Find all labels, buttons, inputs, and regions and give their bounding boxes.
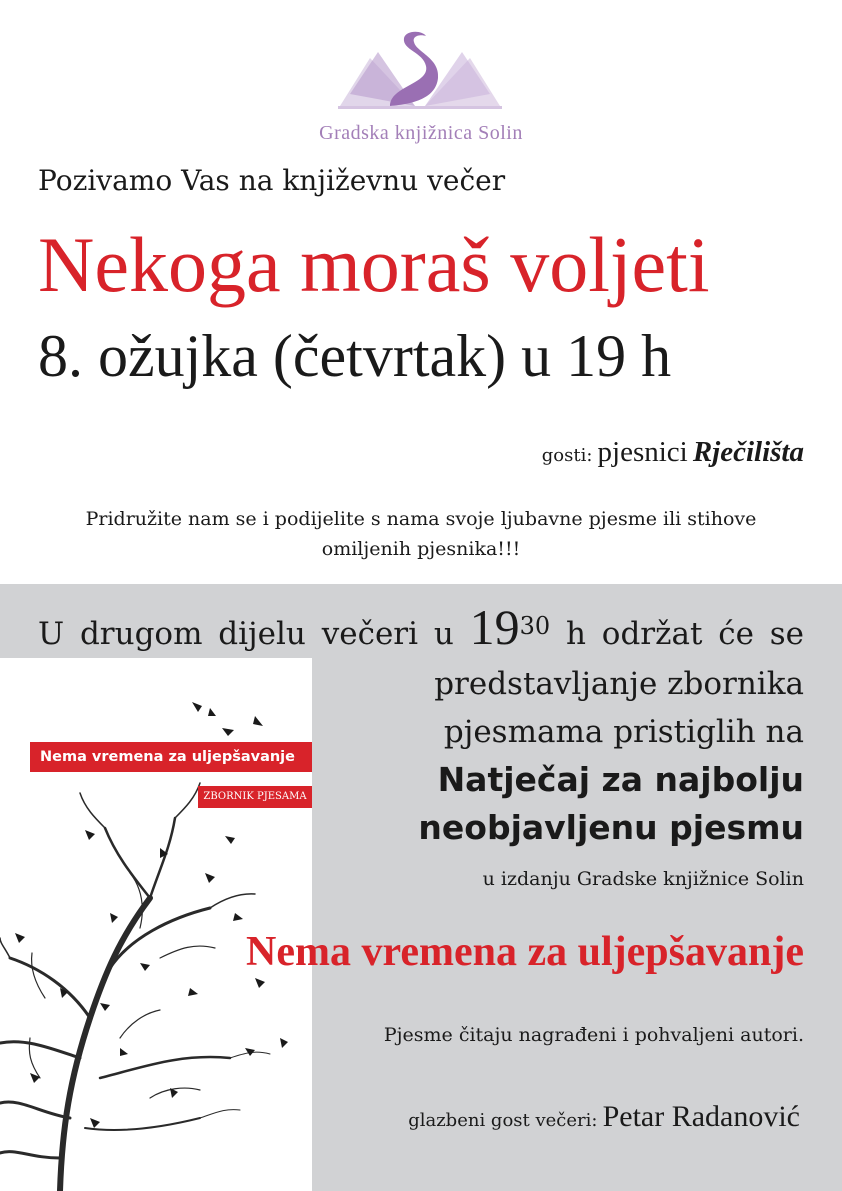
second-part-after: h održat će se [566,616,805,652]
second-part-minutes: 30 [519,612,551,640]
readers-line: Pjesme čitaju nagrađeni i pohvaljeni autori. [383,1024,804,1046]
event-title: Nekoga moraš voljeti [38,221,710,308]
tree-with-birds-illustration [0,658,312,1191]
book-cover-subtitle: ZBORNIK PJESAMA [198,786,312,808]
contest-line-1: Natječaj za najbolju [437,760,804,799]
library-name: Gradska knjižnica Solin [319,122,523,144]
book-cover-title: Nema vremena za uljepšavanje [30,742,312,772]
presentation-line-2: pjesmama pristiglih na [443,714,804,750]
musical-guest-name: Petar Radanović [602,1100,800,1133]
library-swan-logo [330,28,510,118]
join-line-1: Pridružite nam se i podijelite s nama svoje ljubavne pjesme ili stihove [85,508,757,530]
second-part-before: U drugom dijelu večeri u [38,616,454,652]
join-invitation [20,504,822,564]
invitation-line: Pozivamo Vas na književnu večer [38,164,506,197]
second-part-heading [38,598,804,656]
publisher-line: u izdanju Gradske knjižnice Solin [482,868,804,890]
guests-line [542,436,804,469]
musical-guest-line [408,1100,800,1134]
guests-name: Rječilišta [692,436,804,468]
book-cover-image [0,658,312,1191]
guests-who: pjesnici [597,436,688,468]
guests-label: gosti: [541,445,593,466]
event-date: 8. ožujka (četvrtak) u 19 h [38,323,672,389]
presentation-line-1: predstavljanje zbornika [434,666,804,702]
musical-guest-label: glazbeni gost večeri: [408,1110,598,1131]
swan-icon [390,32,438,106]
join-line-2: omiljenih pjesnika!!! [321,538,521,560]
contest-line-2: neobjavljenu pjesmu [418,808,804,847]
collection-title: Nema vremena za uljepšavanje [246,929,804,975]
second-part-hour: 19 [469,599,520,655]
